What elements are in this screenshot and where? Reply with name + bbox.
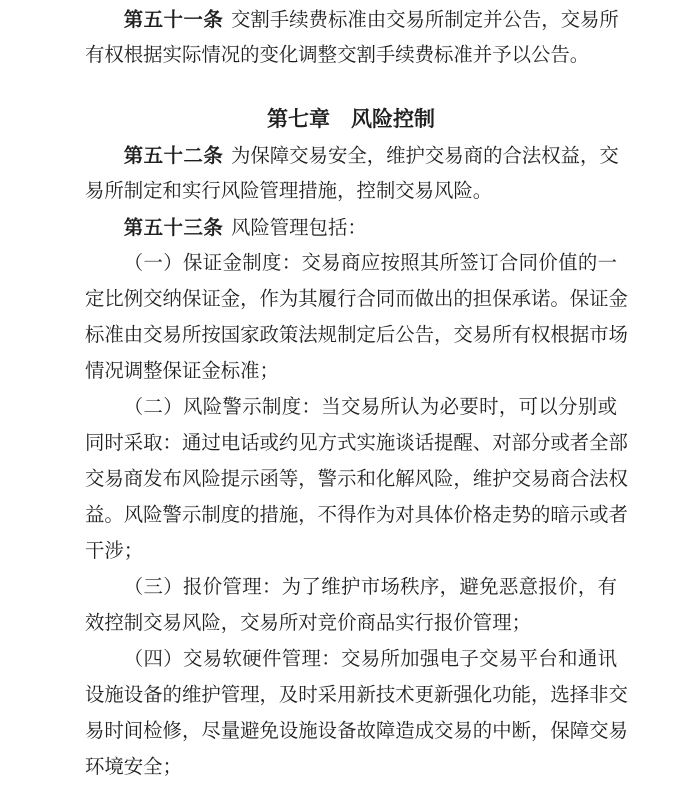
text-line: （一）保证金制度：交易商应按照其所签订合同价值的一	[123, 253, 617, 274]
list-item-paragraph	[85, 642, 628, 785]
text-line: 易所制定和实行风险管理措施，控制交易风险。	[85, 181, 493, 202]
list-item-paragraph	[85, 390, 628, 570]
text-line: 同时采取：通过电话或约见方式实施谈话提醒、对部分或者全部	[85, 433, 628, 454]
text-line: 干涉；	[85, 541, 144, 562]
article-number: 第五十三条	[123, 217, 224, 239]
article-number: 第五十二条	[123, 145, 224, 167]
text-line: 标准由交易所按国家政策法规制定后公告，交易所有权根据市场	[85, 325, 628, 346]
line-text: 风险管理包括：	[231, 218, 367, 239]
text-line: 情况调整保证金标准；	[85, 361, 279, 382]
text-line: 益。风险警示制度的措施，不得作为对具体价格走势的暗示或者	[85, 505, 628, 526]
article-paragraph	[85, 210, 617, 246]
article-paragraph	[85, 138, 617, 210]
text-line: 易时间检修，尽量避免设施设备故障造成交易的中断，保障交易	[85, 721, 628, 742]
text-line	[85, 210, 617, 246]
list-item-paragraph	[85, 570, 617, 642]
text-line: （三）报价管理：为了维护市场秩序，避免恶意报价，有	[123, 577, 617, 598]
text-line: 有权根据实际情况的变化调整交割手续费标准并予以公告。	[85, 45, 590, 66]
article-paragraph	[85, 2, 617, 74]
line-text: 为保障交易安全，维护交易商的合法权益，交	[231, 146, 619, 167]
text-line	[85, 2, 617, 38]
list-item-paragraph	[85, 246, 628, 390]
text-line: 交易商发布风险提示函等，警示和化解风险，维护交易商合法权	[85, 469, 628, 490]
text-line: （四）交易软硬件管理：交易所加强电子交易平台和通讯	[123, 649, 617, 670]
text-line: 效控制交易风险，交易所对竞价商品实行报价管理；	[85, 613, 531, 634]
text-line	[85, 138, 617, 174]
text-line: 设施设备的维护管理，及时采用新技术更新强化功能，选择非交	[85, 685, 628, 706]
text-line: 环境安全；	[85, 757, 182, 778]
line-text: 交割手续费标准由交易所制定并公告，交易所	[231, 10, 619, 31]
text-line: （二）风险警示制度：当交易所认为必要时，可以分别或	[123, 397, 617, 418]
text-line: 定比例交纳保证金，作为其履行合同而做出的担保承诺。保证金	[85, 289, 628, 310]
article-number: 第五十一条	[123, 9, 224, 31]
chapter-heading: 第七章 风险控制	[267, 108, 435, 131]
